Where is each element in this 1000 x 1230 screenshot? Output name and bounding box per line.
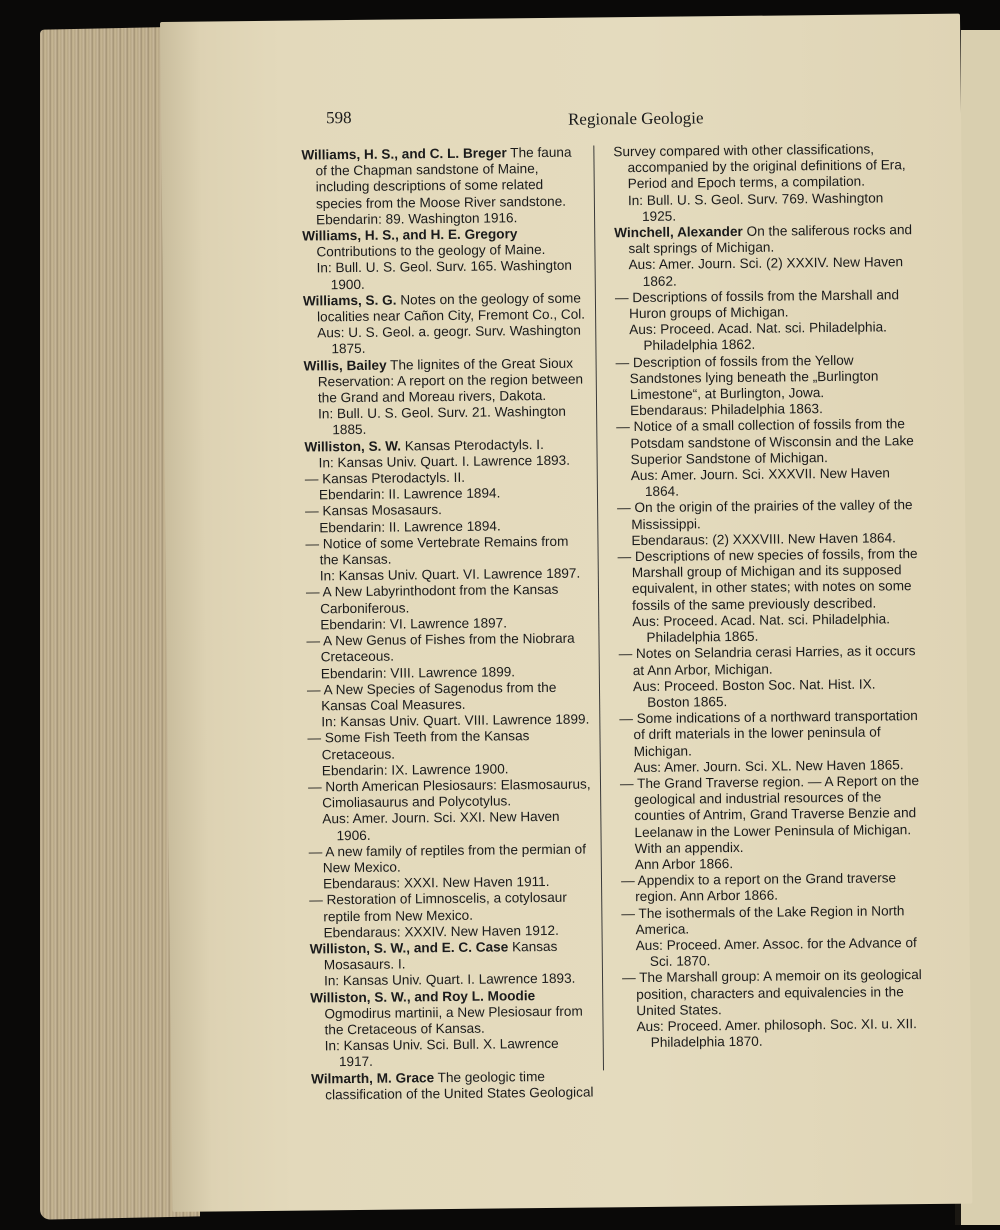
entry-line: — A New Species of Sagenodus from the Kansas Coal Measures. — [306, 679, 557, 714]
author-name: Williston, S. W., and Roy L. Moodie — [310, 987, 536, 1006]
author-name: Williams, S. G. — [302, 292, 397, 309]
publication-reference: Aus: Amer. Journ. Sci. XXI. New Haven 1906. — [322, 809, 560, 843]
publication-reference: Ebendarin: VI. Lawrence 1897. — [320, 615, 508, 633]
bibliography-entry — [310, 938, 593, 973]
entry-line: — Notes on Selandria cerasi Harries, as it occurs at Ann Arbor, Michigan. — [618, 643, 916, 678]
entry-title: Kansas Mosasaurs. I. — [323, 938, 558, 973]
entry-line: Survey compared with other classifications, accompanied by the original definitions of Era, Period and Epoch terms, a compilation. — [613, 141, 906, 192]
publication-reference: Aus: Proceed. Amer. philosoph. Soc. XI. u. XII. Philadelphia 1870. — [636, 1016, 917, 1051]
author-name: Wilmarth, M. Grace — [310, 1069, 435, 1087]
entry-line: — Restoration of Limnoscelis, a cotylosaur reptile from New Mexico. — [309, 890, 567, 924]
entry-line: — Descriptions of fossils from the Marshall and Huron groups of Michigan. — [614, 287, 900, 322]
page-header — [325, 103, 806, 129]
entry-line: — Kansas Mosasaurs. — [305, 502, 442, 519]
publication-reference: Ebendarin: IX. Lawrence 1900. — [321, 761, 509, 779]
publication-reference: Aus: Amer. Journ. Sci. (2) XXXIV. New Haven 1862. — [628, 254, 904, 289]
author-name: Williston, S. W. — [304, 438, 402, 455]
entry-line: — Notice of some Vertebrate Remains from the Kansas. — [305, 533, 569, 568]
bibliography-entry — [303, 290, 586, 325]
book-page — [160, 14, 972, 1212]
author-name: Williams, H. S., and H. E. Gregory — [302, 226, 518, 244]
entry-line: — Kansas Pterodactyls. II. — [304, 469, 466, 487]
publication-reference: Aus: Proceed. Acad. Nat. sci. Philadelphia. Philadelphia 1865. — [632, 611, 891, 646]
bibliography-entry — [311, 1068, 594, 1103]
publication-reference: Ebendaraus: XXXIV. New Haven 1912. — [323, 922, 559, 941]
publication-reference: Ebendarin: II. Lawrence 1894. — [319, 518, 501, 536]
publication-reference: In: Bull. U. S. Geol. Surv. 165. Washington 1900. — [316, 258, 573, 292]
publication-reference: In: Kansas Univ. Quart. I. Lawrence 1893. — [323, 971, 576, 989]
entry-title: The lignites of the Great Sioux Reservation: A report on the region between the Grand and Moreau rivers, Dakota. — [317, 355, 584, 406]
bibliography-entry — [304, 355, 587, 407]
entry-line: — A New Genus of Fishes from the Niobrara Cretaceous. — [306, 630, 575, 665]
entry-line: — The isothermals of the Lake Region in North America. — [621, 902, 905, 937]
publication-reference: Aus: U. S. Geol. a. geogr. Surv. Washington 1875. — [317, 322, 582, 357]
entry-line: — Some indications of a northward transportation of drift materials in the lower peninsula of Michigan. — [619, 708, 918, 759]
entry-title: The geologic time classification of the United States Geological — [325, 1068, 594, 1103]
publication-reference: Ann Arbor 1866. — [634, 855, 734, 873]
bibliography-entry — [302, 226, 585, 261]
bibliography-entry — [301, 145, 585, 213]
publication-reference: Aus: Proceed. Amer. Assoc. for the Advance of Sci. 1870. — [635, 935, 917, 970]
entry-title: Kansas Pterodactyls. I. — [404, 436, 544, 454]
publication-reference: Aus: Amer. Journ. Sci. XL. New Haven 1865. — [633, 756, 904, 775]
publication-reference: In: Kansas Univ. Quart. VIII. Lawrence 1899. — [321, 711, 590, 730]
bibliography-entry — [614, 222, 914, 258]
entry-title: On the saliferous rocks and salt springs of Michigan. — [628, 222, 913, 257]
author-name: Williston, S. W., and E. C. Case — [309, 939, 509, 957]
entry-line: — On the origin of the prairies of the valley of the Mississippi. — [617, 497, 913, 532]
entry-line: — The Grand Traverse region. — A Report on the geological and industrial resources of the counties of Antrim, Grand Traverse Benzie and Leelanaw in the Lower Peninsula of Michigan. With an appendix. — [619, 773, 920, 856]
entry-title: The fauna of the Chapman sandstone of Maine, including descriptions of some related species from the Moose River sandstone. — [315, 144, 572, 211]
left-column — [301, 145, 594, 1104]
entry-line: — The Marshall group: A memoir on its geological position, characters and equivalencies in the United States. — [621, 967, 922, 1018]
publication-reference: Ebendarin: 89. Washington 1916. — [316, 210, 518, 228]
right-column — [613, 141, 922, 1051]
publication-reference: Ebendarin: VIII. Lawrence 1899. — [320, 663, 516, 681]
entry-title: Ogmodirus martinii, a New Plesiosaur from the Cretaceous of Kansas. — [324, 1003, 583, 1038]
publication-reference: Ebendaraus: (2) XXXVIII. New Haven 1864. — [631, 530, 896, 548]
running-head: Regionale Geologie — [567, 108, 704, 129]
publication-reference: In: Kansas Univ. Sci. Bull. X. Lawrence 1917. — [324, 1036, 559, 1070]
publication-reference: In: Kansas Univ. Quart. I. Lawrence 1893. — [318, 452, 571, 471]
entry-line: — Appendix to a report on the Grand traverse region. Ann Arbor 1866. — [620, 870, 897, 905]
bibliography-entry — [310, 987, 593, 1039]
author-name: Winchell, Alexander — [614, 223, 743, 241]
entry-line: — Descriptions of new species of fossils, from the Marshall group of Michigan and its supposed equivalent, in other states; with notes on some fossils of the same previously described. — [617, 546, 918, 613]
publication-reference: Aus: Proceed. Boston Soc. Nat. Hist. IX. Boston 1865. — [632, 676, 876, 710]
publication-reference: In: Bull. U. S. Geol. Surv. 769. Washington 1925. — [627, 190, 884, 224]
entry-line: — A new family of reptiles from the permian of New Mexico. — [308, 841, 587, 876]
column-divider — [593, 145, 604, 1070]
author-name: Willis, Bailey — [303, 357, 387, 374]
publication-reference: Aus: Amer. Journ. Sci. XXXVII. New Haven 1864. — [630, 465, 890, 500]
entry-line: — Description of fossils from the Yellow Sandstones lying beneath the „Burlington Limestone“, at Burlington, Jowa. — [615, 352, 879, 403]
author-name: Williams, H. S., and C. L. Breger — [301, 145, 507, 163]
entry-line: — A New Labyrinthodont from the Kansas Carboniferous. — [305, 582, 559, 617]
entry-line: — Notice of a small collection of fossils from the Potsdam sandstone of Wisconsin and the Lake Superior Sandstone of Michigan. — [616, 416, 914, 467]
publication-reference: In: Bull. U. S. Geol. Surv. 21. Washington 1885. — [318, 404, 567, 438]
entry-title: Contributions to the geology of Maine. — [316, 242, 546, 260]
publication-reference: Ebendarin: II. Lawrence 1894. — [318, 485, 501, 503]
page-number: 598 — [325, 108, 352, 128]
publication-reference: Ebendaraus: XXXI. New Haven 1911. — [322, 874, 550, 892]
publication-reference: Aus: Proceed. Acad. Nat. sci. Philadelphia. Philadelphia 1862. — [629, 319, 887, 354]
entry-line: — North American Plesiosaurs: Elasmosaurus, Cimoliasaurus and Polycotylus. — [307, 776, 591, 811]
publication-reference: Ebendaraus: Philadelphia 1863. — [630, 401, 823, 419]
entry-title: Notes on the geology of some localities near Cañon City, Fremont Co., Col. — [317, 290, 586, 325]
publication-reference: In: Kansas Univ. Quart. VI. Lawrence 1897. — [319, 565, 581, 584]
entry-line: — Some Fish Teeth from the Kansas Cretaceous. — [307, 728, 530, 762]
